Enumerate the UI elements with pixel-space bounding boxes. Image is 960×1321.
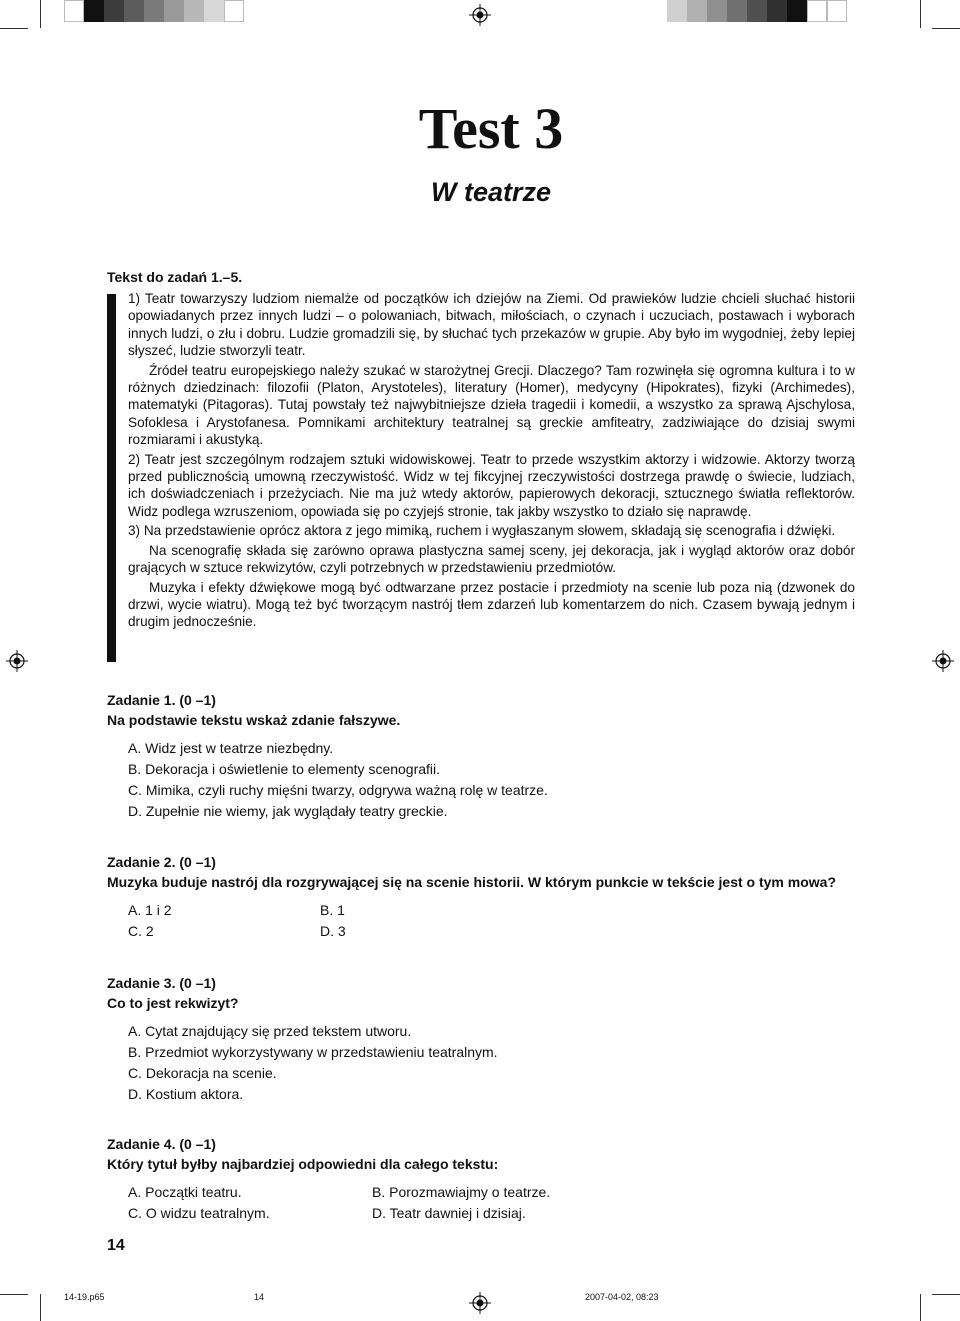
crop-mark-bottom-left-h xyxy=(0,1294,28,1295)
color-swatch xyxy=(827,0,847,22)
answer-options xyxy=(128,738,867,821)
footer-date: 2007-04-02, 08:23 xyxy=(585,1292,659,1302)
page-subtitle: W teatrze xyxy=(430,177,552,207)
text-marker-bar xyxy=(107,294,116,662)
answer-option: A. Widz jest w teatrze niezbędny. xyxy=(128,740,334,756)
registration-target-icon xyxy=(469,1292,491,1314)
color-bar-left xyxy=(64,0,244,22)
color-swatch xyxy=(84,0,104,22)
answer-option: D. Teatr dawniej i dzisiaj. xyxy=(372,1205,526,1221)
crop-mark-top-left xyxy=(40,0,41,28)
task-title: Zadanie 1. (0 –1) xyxy=(107,692,216,708)
task-title: Zadanie 2. (0 –1) xyxy=(107,854,216,870)
color-swatch xyxy=(707,0,727,22)
color-swatch xyxy=(224,0,244,22)
task-question: Na podstawie tekstu wskaż zdanie fałszywe. xyxy=(107,712,401,728)
color-swatch xyxy=(787,0,807,22)
task-question: Muzyka buduje nastrój dla rozgrywającej się na scenie historii. W którym punkcie w tekście jest o tym mowa? xyxy=(107,874,836,890)
passage-paragraph: Muzyka i efekty dźwiękowe mogą być odtwarzane przez postacie i przedmioty na scenie lub poza nią (dzwonek do drzwi, wycie wiatru). Mogą też być tworzącym nastrój tłem zdarzeń lub komentarzem do nich. Czasem bywają jednym i drugim jednocześnie. xyxy=(128,579,855,630)
task-1 xyxy=(107,690,867,822)
passage-paragraph: Źródeł teatru europejskiego należy szukać w starożytnej Grecji. Dlaczego? Tam rozwinęła się ogromna kultura i to w różnych dziedzinach: filozofii (Platon, Arystoteles), literatury (Homer), medycyny (Hipokrates), fizyki (Archimedes), matematyki (Pitagoras). Tutaj powstały też najwybitniejsze dzieła tragedii i komedii, a wszystko za sprawą Ajschylosa, Sofoklesa i Arystofanesa. Pomnikami architektury teatralnej są greckie amfiteatry, zadziwiające do dzisiaj swymi rozmiarami i akustyką. xyxy=(128,362,855,448)
task-3 xyxy=(107,973,867,1105)
answer-option: D. 3 xyxy=(320,923,346,939)
color-swatch xyxy=(104,0,124,22)
reading-passage xyxy=(128,290,855,633)
answer-option: B. 1 xyxy=(320,902,345,918)
answer-option: A. 1 i 2 xyxy=(128,902,172,918)
answer-option: C. O widzu teatralnym. xyxy=(128,1205,270,1221)
answer-options xyxy=(128,1021,867,1104)
color-swatch xyxy=(204,0,224,22)
passage-paragraph: Na scenografię składa się zarówno oprawa plastyczna samej sceny, jej dekoracja, jak i wygląd aktorów oraz dobór grających w sztuce rekwizytów, czyli potrzebnych w przedstawieniu przedmiotów. xyxy=(128,542,855,576)
color-bar-right xyxy=(667,0,847,22)
task-2 xyxy=(107,852,867,941)
task-4 xyxy=(107,1134,867,1223)
color-swatch xyxy=(747,0,767,22)
page-number: 14 xyxy=(107,1237,125,1254)
task-question: Co to jest rekwizyt? xyxy=(107,995,239,1011)
passage-paragraph: 3) Na przedstawienie oprócz aktora z jego mimiką, ruchem i wygłaszanym słowem, składają się scenografia i dźwięki. xyxy=(128,523,836,539)
passage-paragraph: 2) Teatr jest szczególnym rodzajem sztuki widowiskowej. Teatr to przede wszystkim aktorzy i widzowie. Aktorzy tworzą przed publicznością umowną rzeczywistość. Widz w tej fikcyjnej rzeczywistości dostrzega prawdę o świecie, ludziach, ich doświadczeniach i przeżyciach. Nie ma już wtedy aktorów, papierowych dekoracji, sztucznego światła reflektorów. Widz podlega wzruszeniom, opowiada się po czyjejś stronie, tak jakby wszystko to działo się naprawdę. xyxy=(128,451,855,519)
color-swatch xyxy=(687,0,707,22)
registration-target-icon xyxy=(6,650,28,672)
color-swatch xyxy=(144,0,164,22)
task-title: Zadanie 4. (0 –1) xyxy=(107,1136,216,1152)
answer-option: D. Kostium aktora. xyxy=(128,1086,244,1102)
answer-options xyxy=(128,1182,867,1223)
answer-option: A. Cytat znajdujący się przed tekstem utworu. xyxy=(128,1023,412,1039)
task-title: Zadanie 3. (0 –1) xyxy=(107,975,216,991)
answer-options xyxy=(128,900,867,941)
color-swatch xyxy=(667,0,687,22)
crop-mark-bottom-right xyxy=(920,1294,921,1321)
answer-option: B. Przedmiot wykorzystywany w przedstawieniu teatralnym. xyxy=(128,1044,498,1060)
answer-option: B. Porozmawiajmy o teatrze. xyxy=(372,1184,551,1200)
crop-mark-bottom-left xyxy=(40,1294,41,1321)
text-heading: Tekst do zadań 1.–5. xyxy=(107,269,243,285)
page-title: Test 3 xyxy=(418,96,564,161)
color-swatch xyxy=(727,0,747,22)
answer-option: C. Mimika, czyli ruchy mięśni twarzy, odgrywa ważną rolę w teatrze. xyxy=(128,782,548,798)
crop-mark-bottom-right-h xyxy=(932,1294,960,1295)
task-question: Który tytuł byłby najbardziej odpowiedni dla całego tekstu: xyxy=(107,1156,499,1172)
color-swatch xyxy=(807,0,827,22)
crop-mark-top-right-h xyxy=(932,28,960,29)
answer-option: B. Dekoracja i oświetlenie to elementy scenografii. xyxy=(128,761,441,777)
answer-option: A. Początki teatru. xyxy=(128,1184,242,1200)
answer-option: C. Dekoracja na scenie. xyxy=(128,1065,277,1081)
color-swatch xyxy=(184,0,204,22)
footer-page: 14 xyxy=(254,1292,265,1302)
crop-mark-top-right xyxy=(920,0,921,28)
color-swatch xyxy=(767,0,787,22)
footer-filename: 14-19.p65 xyxy=(64,1292,105,1302)
color-swatch xyxy=(164,0,184,22)
answer-option: C. 2 xyxy=(128,923,154,939)
crop-mark-top-left-h xyxy=(0,28,28,29)
answer-option: D. Zupełnie nie wiemy, jak wyglądały teatry greckie. xyxy=(128,803,448,819)
registration-target-icon xyxy=(932,650,954,672)
passage-paragraph: 1) Teatr towarzyszy ludziom niemalże od początków ich dziejów na Ziemi. Od prawieków ludzie chcieli słuchać historii opowiadanych przez innych ludzi – o polowaniach, bitwach, miłościach, o czynach i uczuciach, postawach i wyborach innych ludzi, o złu i dobru. Ludzie gromadzili się, by słuchać tych przekazów w grupie. Aby było im wygodniej, żeby lepiej słyszeć, ludzie stworzyli teatr. xyxy=(128,291,855,359)
registration-target-icon xyxy=(469,4,491,26)
color-swatch xyxy=(124,0,144,22)
color-swatch xyxy=(64,0,84,22)
